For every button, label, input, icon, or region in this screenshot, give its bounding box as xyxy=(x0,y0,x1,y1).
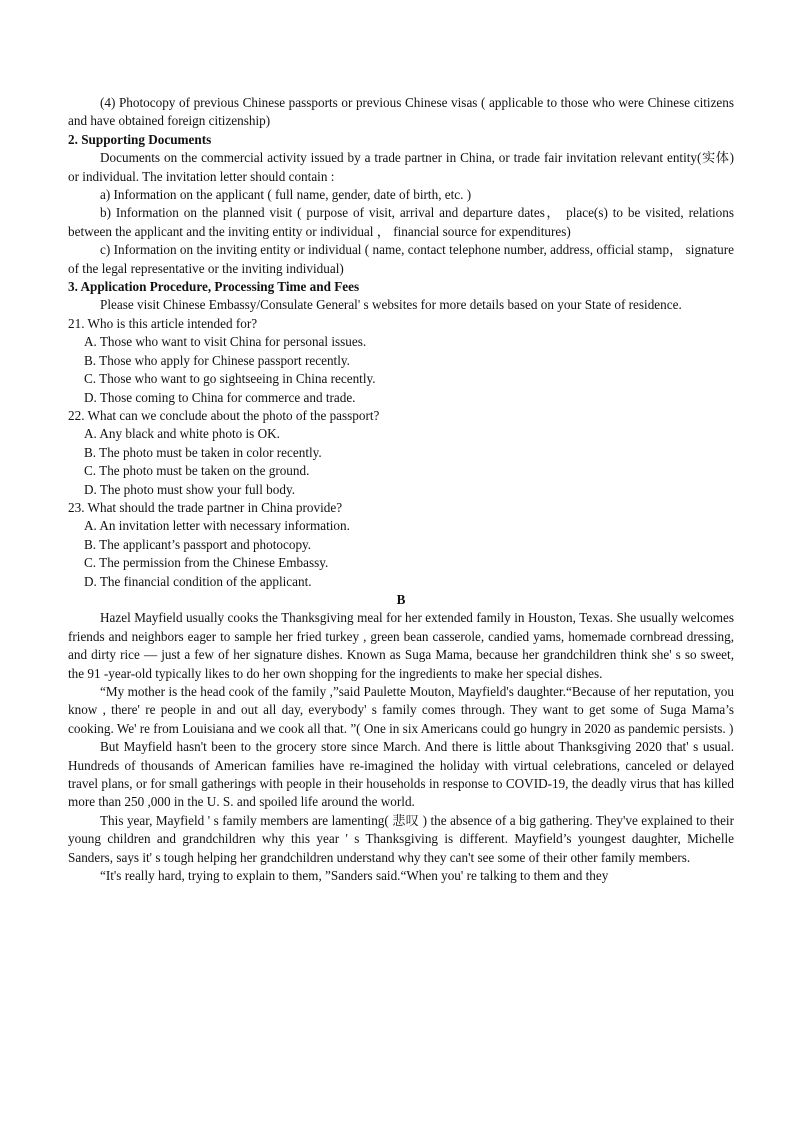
option-b: B. The applicant’s passport and photocopy. xyxy=(84,536,312,552)
option-a: A. Any black and white photo is OK. xyxy=(84,426,280,442)
passage-paragraph-1: Hazel Mayfield usually cooks the Thanksgiving meal for her extended family in Houston, Texas. She usually welcomes friends and neighbors eager to sample her fried turkey , green bean casserole, candied yams, homemade cornbread dressing, and dirty rice — just a few of her signature dishes. Known as Suga Mama, because her grandchildren think she' s so sweet, the 91 -year-old typically likes to do her own shopping for the ingredients to make her special dishes. xyxy=(68,610,734,681)
option-d: D. The photo must show your full body. xyxy=(84,481,295,497)
passage-paragraph-2: “My mother is the head cook of the family ,”said Paulette Mouton, Mayfield's daughter.“Because of her reputation, you know , there' re people in and out all day, everybody' s family comes through. They want to get some of Suga Mama’s cooking. We' re from Louisiana and we cook all that. ”( One in six Americans could go hungry in 2020 as pandemic persists. ) xyxy=(68,684,734,736)
option-d: D. Those coming to China for commerce and trade. xyxy=(84,389,356,405)
question-22 xyxy=(68,407,734,499)
option-c: C. Those who want to go sightseeing in China recently. xyxy=(84,371,376,387)
section-label-b: B xyxy=(396,591,406,607)
paragraph-supporting-documents: Documents on the commercial activity issued by a trade partner in China, or trade fair invitation relevant entity(实体) or individual. The invitation letter should contain : xyxy=(68,150,734,184)
passage-paragraph-4: This year, Mayfield ' s family members are lamenting( 悲叹 ) the absence of a big gathering. They've explained to their young children and grandchildren why this year ' s Thanksgiving is different. Mayfield’s youngest daughter, Michelle Sanders, says it' s tough helping her grandchildren understand why they can't see some of their other family members. xyxy=(68,812,734,865)
heading-application-procedure: 3. Application Procedure, Processing Time and Fees xyxy=(68,279,360,295)
option-b: B. Those who apply for Chinese passport recently. xyxy=(84,352,350,368)
passage-paragraph-3: But Mayfield hasn't been to the grocery store since March. And there is little about Thanksgiving 2020 that' s usual. Hundreds of thousands of American families have re-imagined the holiday with virtual celebrations, canceled or delayed travel plans, or for small gatherings with people in their households in response to COVID-19, the deadly virus that has killed more than 250 ,000 in the U. S. and spoiled life around the world. xyxy=(68,739,734,810)
option-a: A. Those who want to visit China for personal issues. xyxy=(84,334,367,350)
passage-paragraph-5: “It's really hard, trying to explain to them, ”Sanders said.“When you' re talking to them and they xyxy=(100,868,609,884)
option-a: A. An invitation letter with necessary information. xyxy=(84,518,350,534)
question-stem: 23. What should the trade partner in China provide? xyxy=(68,499,343,515)
list-item-planned-visit: b) Information on the planned visit ( purpose of visit, arrival and departure dates， place(s) to be visited, relations between the applicant and the inviting entity or individual ， financial source for expenditures) xyxy=(68,205,734,239)
heading-supporting-documents: 2. Supporting Documents xyxy=(68,131,212,147)
option-d: D. The financial condition of the applicant. xyxy=(84,573,312,589)
document-page xyxy=(68,94,734,885)
question-stem: 21. Who is this article intended for? xyxy=(68,315,258,331)
question-stem: 22. What can we conclude about the photo of the passport? xyxy=(68,407,380,423)
list-item-inviting-entity: c) Information on the inviting entity or individual ( name, contact telephone number, address, official stamp， signature of the legal representative or the inviting individual) xyxy=(68,242,734,276)
option-b: B. The photo must be taken in color recently. xyxy=(84,444,322,460)
list-item-applicant-info: a) Information on the applicant ( full name, gender, date of birth, etc. ) xyxy=(100,187,472,203)
question-23 xyxy=(68,499,734,591)
question-21 xyxy=(68,315,734,407)
list-item-photocopy: (4) Photocopy of previous Chinese passports or previous Chinese visas ( applicable to those who were Chinese citizens and have obtained foreign citizenship) xyxy=(68,95,734,129)
paragraph-application-procedure: Please visit Chinese Embassy/Consulate General' s websites for more details based on your State of residence. xyxy=(100,297,682,313)
option-c: C. The photo must be taken on the ground. xyxy=(84,463,310,479)
option-c: C. The permission from the Chinese Embassy. xyxy=(84,555,329,571)
